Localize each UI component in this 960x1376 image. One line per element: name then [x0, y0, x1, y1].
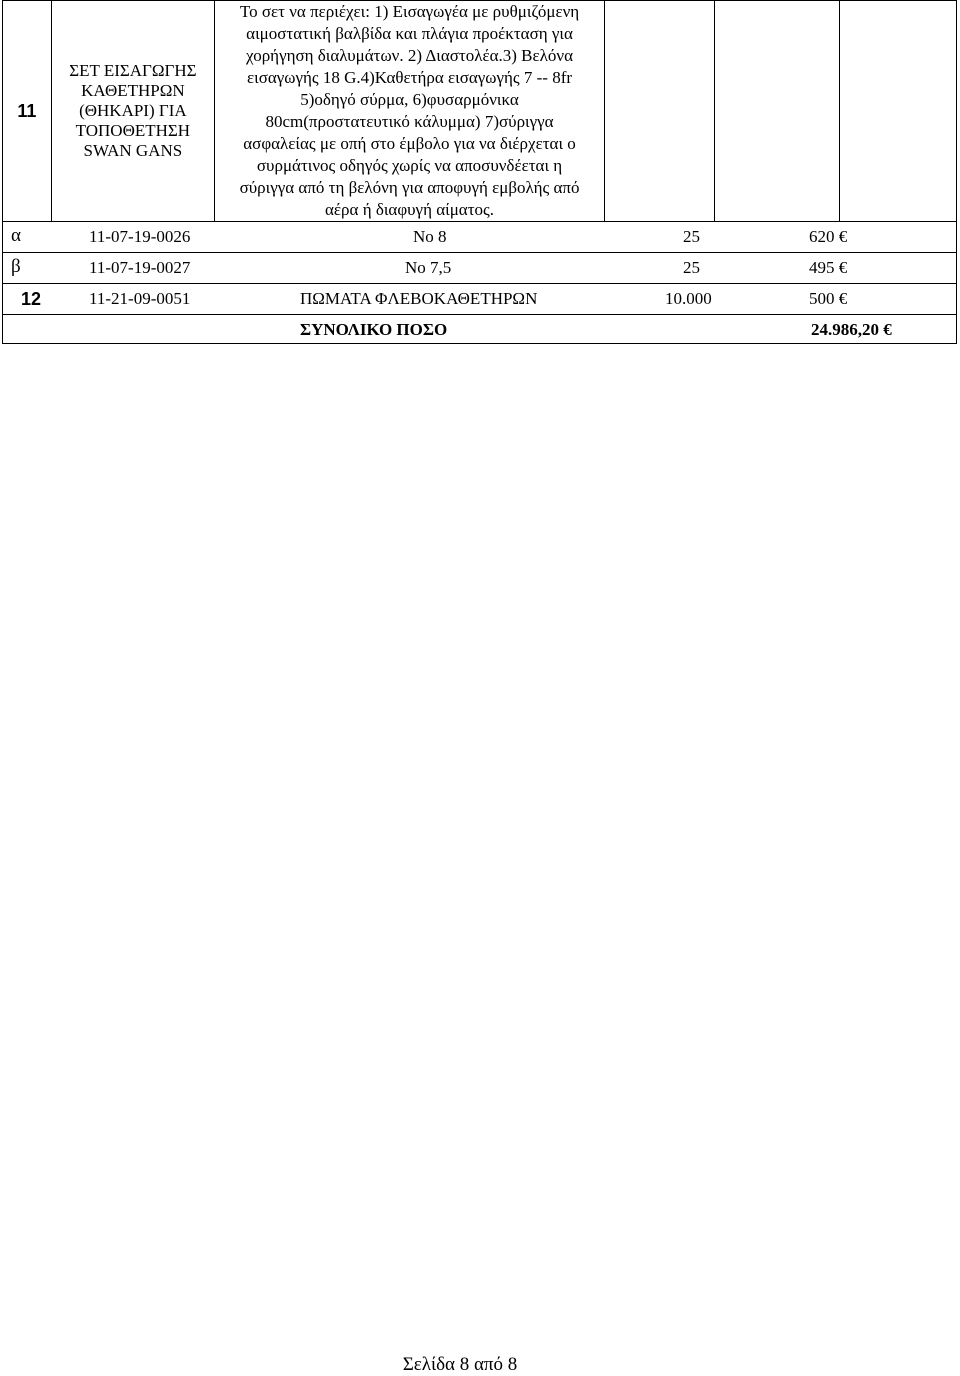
tender-table — [2, 0, 957, 344]
total-row — [3, 315, 957, 344]
item-11-row — [3, 1, 957, 222]
row-quantity: 10.000 — [665, 289, 712, 308]
description-line: αέρα ή διαφυγή αίματος. — [325, 200, 495, 219]
empty-cell — [605, 1, 715, 222]
row-quantity: 25 — [683, 258, 700, 277]
empty-cell — [715, 1, 840, 222]
description-line: 5)οδηγό σύρμα, 6)φυσαρμόνικα — [300, 90, 519, 109]
row-price: 495 € — [809, 258, 848, 277]
row-quantity: 25 — [683, 227, 700, 246]
description-line: χορήγηση διαλυμάτων. 2) Διαστολέα.3) Βελόνα — [246, 46, 573, 65]
description-line: σύριγγα από τη βελόνη για αποφυγή εμβολής από — [239, 178, 580, 197]
row-description: ΠΩΜΑΤΑ ΦΛΕΒΟΚΑΘΕΤΗΡΩΝ — [300, 289, 538, 308]
row-description: Νο 7,5 — [405, 258, 452, 277]
row-label: 12 — [21, 289, 42, 309]
row-code: 11-07-19-0026 — [89, 227, 191, 246]
table-row — [3, 284, 957, 315]
total-amount: 24.986,20 € — [811, 320, 892, 339]
item-name — [51, 1, 214, 222]
row-label: β — [11, 256, 21, 277]
item-name-line: ΣΕΤ ΕΙΣΑΓΩΓΗΣ — [69, 61, 197, 80]
item-name-line: ΤΟΠΟΘΕΤΗΣΗ — [75, 121, 191, 140]
item-name-line: ΚΑΘΕΤΗΡΩΝ — [81, 81, 185, 100]
row-label: α — [11, 225, 21, 246]
row-code: 11-21-09-0051 — [89, 289, 191, 308]
table-row — [3, 253, 957, 284]
table-row — [3, 222, 957, 253]
empty-cell — [840, 1, 957, 222]
item-description — [214, 1, 604, 222]
description-line: αιμοστατική βαλβίδα και πλάγια προέκταση για — [246, 24, 573, 43]
description-line: Το σετ να περιέχει: 1) Εισαγωγέα με ρυθμιζόμενη — [239, 2, 580, 21]
item-number: 11 — [3, 1, 52, 222]
description-line: συρμάτινος οδηγός χωρίς να αποσυνδέεται η — [256, 156, 563, 175]
row-price: 500 € — [809, 289, 848, 308]
total-label: ΣΥΝΟΛΙΚΟ ΠΟΣΟ — [300, 320, 448, 339]
row-description: Νο 8 — [413, 227, 447, 246]
description-line: 80cm(προστατευτικό κάλυμμα) 7)σύριγγα — [265, 112, 554, 131]
row-code: 11-07-19-0027 — [89, 258, 191, 277]
item-name-line: (ΘΗΚΑΡΙ) ΓΙΑ — [79, 101, 187, 120]
item-name-line: SWAN GANS — [83, 141, 183, 160]
page-footer: Σελίδα 8 από 8 — [402, 1354, 518, 1375]
description-line: εισαγωγής 18 G.4)Καθετήρα εισαγωγής 7 -- 8fr — [247, 68, 573, 87]
description-line: ασφαλείας με οπή στο έμβολο για να διέρχεται ο — [243, 134, 576, 153]
row-price: 620 € — [809, 227, 848, 246]
